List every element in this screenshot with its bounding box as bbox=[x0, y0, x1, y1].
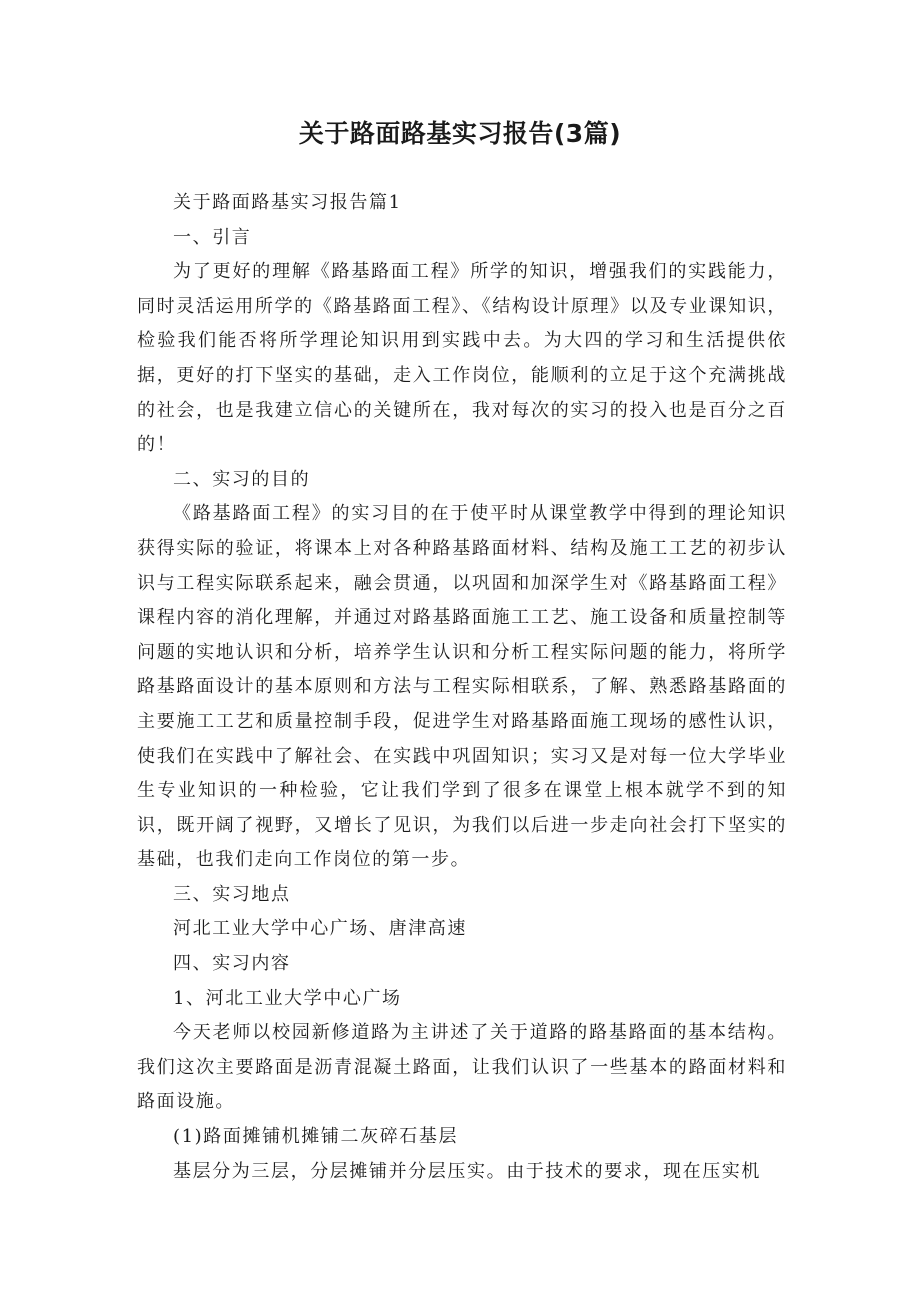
paragraph: 基层分为三层，分层摊铺并分层压实。由于技术的要求，现在压实机 bbox=[173, 1160, 761, 1182]
section-heading: 一、引言 bbox=[173, 226, 252, 248]
paragraph: 河北工业大学中心广场、唐津高速 bbox=[173, 918, 467, 940]
document-title: 关于路面路基实习报告(3篇) bbox=[298, 119, 622, 148]
section-heading: 关于路面路基实习报告篇1 bbox=[173, 192, 402, 213]
section-heading: 二、实习的目的 bbox=[173, 468, 311, 490]
paragraph: 今天老师以校园新修道路为主讲述了关于道路的路基路面的基本结构。我们这次主要路面是沥青混凝土路面，让我们认识了一些基本的路面材料和路面设施。 bbox=[137, 1022, 787, 1113]
paragraph: 《路基路面工程》的实习目的在于使平时从课堂教学中得到的理论知识获得实际的验证，将课本上对各种路基路面材料、结构及施工工艺的初步认识与工程实际联系起来，融会贯通，以巩固和加深学生对《路基路面工程》课程内容的消化理解，并通过对路基路面施工工艺、施工设备和质量控制等问题的实地认识和分析，培养学生认识和分析工程实际问题的能力，将所学路基路面设计的基本原则和方法与工程实际相联系，了解、熟悉路基路面的主要施工工艺和质量控制手段，促进学生对路基路面施工现场的感性认识，使我们在实践中了解社会、在实践中巩固知识；实习又是对每一位大学毕业生专业知识的一种检验，它让我们学到了很多在课堂上根本就学不到的知识，既开阔了视野，又增长了见识，为我们以后进一步走向社会打下坚实的基础，也我们走向工作岗位的第一步。 bbox=[137, 503, 787, 871]
paragraph: 为了更好的理解《路基路面工程》所学的知识，增强我们的实践能力，同时灵活运用所学的《路基路面工程》、《结构设计原理》以及专业课知识，检验我们能否将所学理论知识用到实践中去。为大四的学习和生活提供依据，更好的打下坚实的基础，走入工作岗位，能顺利的立足于这个充满挑战的社会，也是我建立信心的关键所在，我对每次的实习的投入也是百分之百的！ bbox=[137, 261, 787, 456]
section-heading: 三、实习地点 bbox=[173, 883, 291, 905]
subsection-heading: (1)路面摊铺机摊铺二灰碎石基层 bbox=[173, 1126, 459, 1148]
section-heading: 四、实习内容 bbox=[173, 953, 291, 975]
document-body bbox=[137, 186, 787, 1189]
subsection-heading: 1、河北工业大学中心广场 bbox=[173, 987, 402, 1009]
